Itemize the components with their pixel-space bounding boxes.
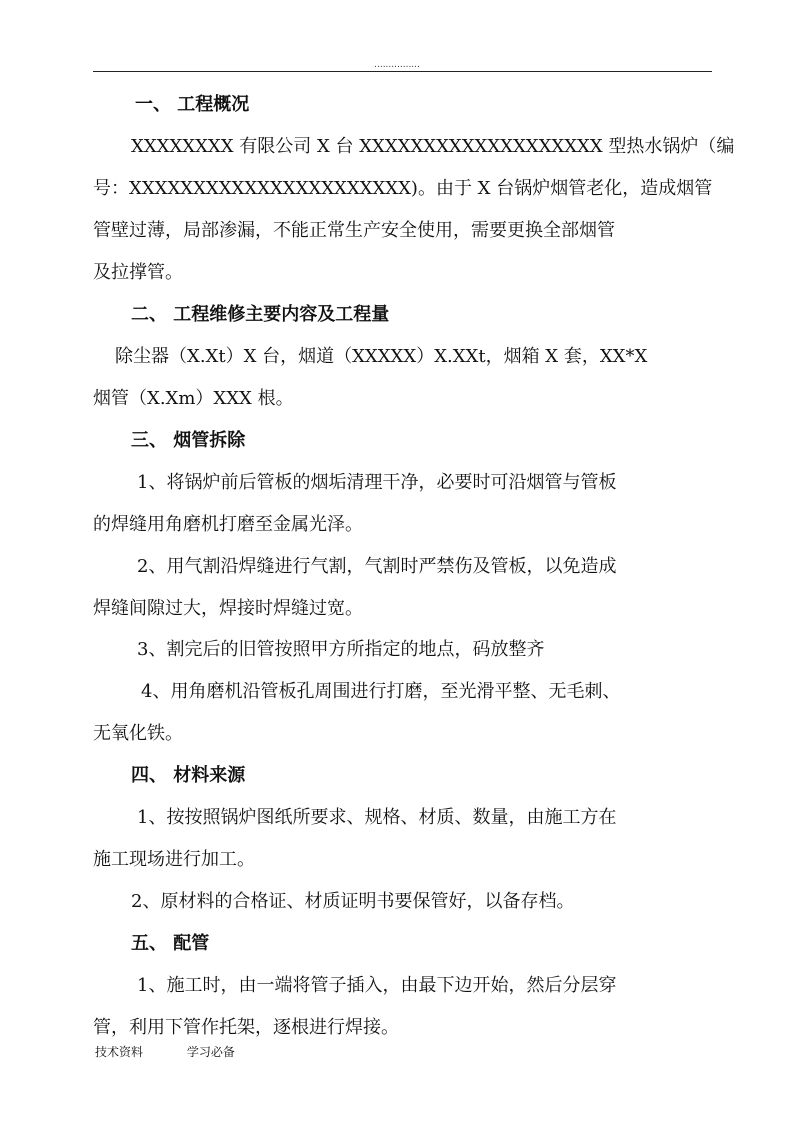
paragraph-line: 2、原材料的合格证、材质证明书要保管好，以备存档。: [131, 891, 575, 912]
paragraph-line: 2、用气割沿焊缝进行气割，气割时严禁伤及管板，以免造成: [137, 556, 617, 577]
heading-4: 四、 材料来源: [131, 765, 246, 786]
footer-right-text: 学习必备: [186, 1045, 235, 1059]
paragraph-line: 烟管（X.Xm）XXX 根。: [93, 388, 294, 409]
header-dots: ................: [374, 60, 420, 70]
paragraph-line: 管壁过薄，局部渗漏，不能正常生产安全使用，需要更换全部烟管: [93, 220, 615, 241]
paragraph-line: 1、按按照锅炉图纸所要求、规格、材质、数量，由施工方在: [137, 807, 617, 828]
paragraph-line: 除尘器（X.Xt）X 台，烟道（XXXXX）X.XXt，烟箱 X 套，XX*X: [115, 346, 648, 367]
paragraph-line: 的焊缝用角磨机打磨至金属光泽。: [93, 514, 363, 535]
header-rule: [93, 71, 712, 72]
paragraph-line: 无氧化铁。: [93, 723, 183, 744]
heading-5: 五、 配管: [131, 933, 210, 954]
heading-1: 一、 工程概况: [135, 94, 250, 115]
paragraph-line: 焊缝间隙过大，焊接时焊缝过宽。: [93, 598, 363, 619]
paragraph-line: 1、施工时，由一端将管子插入，由最下边开始，然后分层穿: [137, 975, 617, 996]
paragraph-line: 及拉撑管。: [93, 262, 183, 283]
heading-3: 三、 烟管拆除: [131, 430, 246, 451]
footer-left-text: 技术资料: [95, 1045, 144, 1059]
heading-2: 二、 工程维修主要内容及工程量: [131, 304, 390, 325]
paragraph-line: 4、用角磨机沿管板孔周围进行打磨，至光滑平整、无毛刺、: [141, 681, 621, 702]
paragraph-line: 号：XXXXXXXXXXXXXXXXXXXXXX)。由于 X 台锅炉烟管老化，造成烟管: [93, 178, 713, 199]
paragraph-line: XXXXXXXX 有限公司 X 台 XXXXXXXXXXXXXXXXXXX 型热水锅炉（编: [131, 136, 735, 157]
paragraph-line: 管，利用下管作托架，逐根进行焊接。: [93, 1017, 399, 1038]
paragraph-line: 3、割完后的旧管按照甲方所指定的地点，码放整齐: [137, 639, 545, 660]
paragraph-line: 施工现场进行加工。: [93, 849, 255, 870]
footer: [95, 1043, 235, 1060]
paragraph-line: 1、将锅炉前后管板的烟垢清理干净，必要时可沿烟管与管板: [137, 472, 617, 493]
